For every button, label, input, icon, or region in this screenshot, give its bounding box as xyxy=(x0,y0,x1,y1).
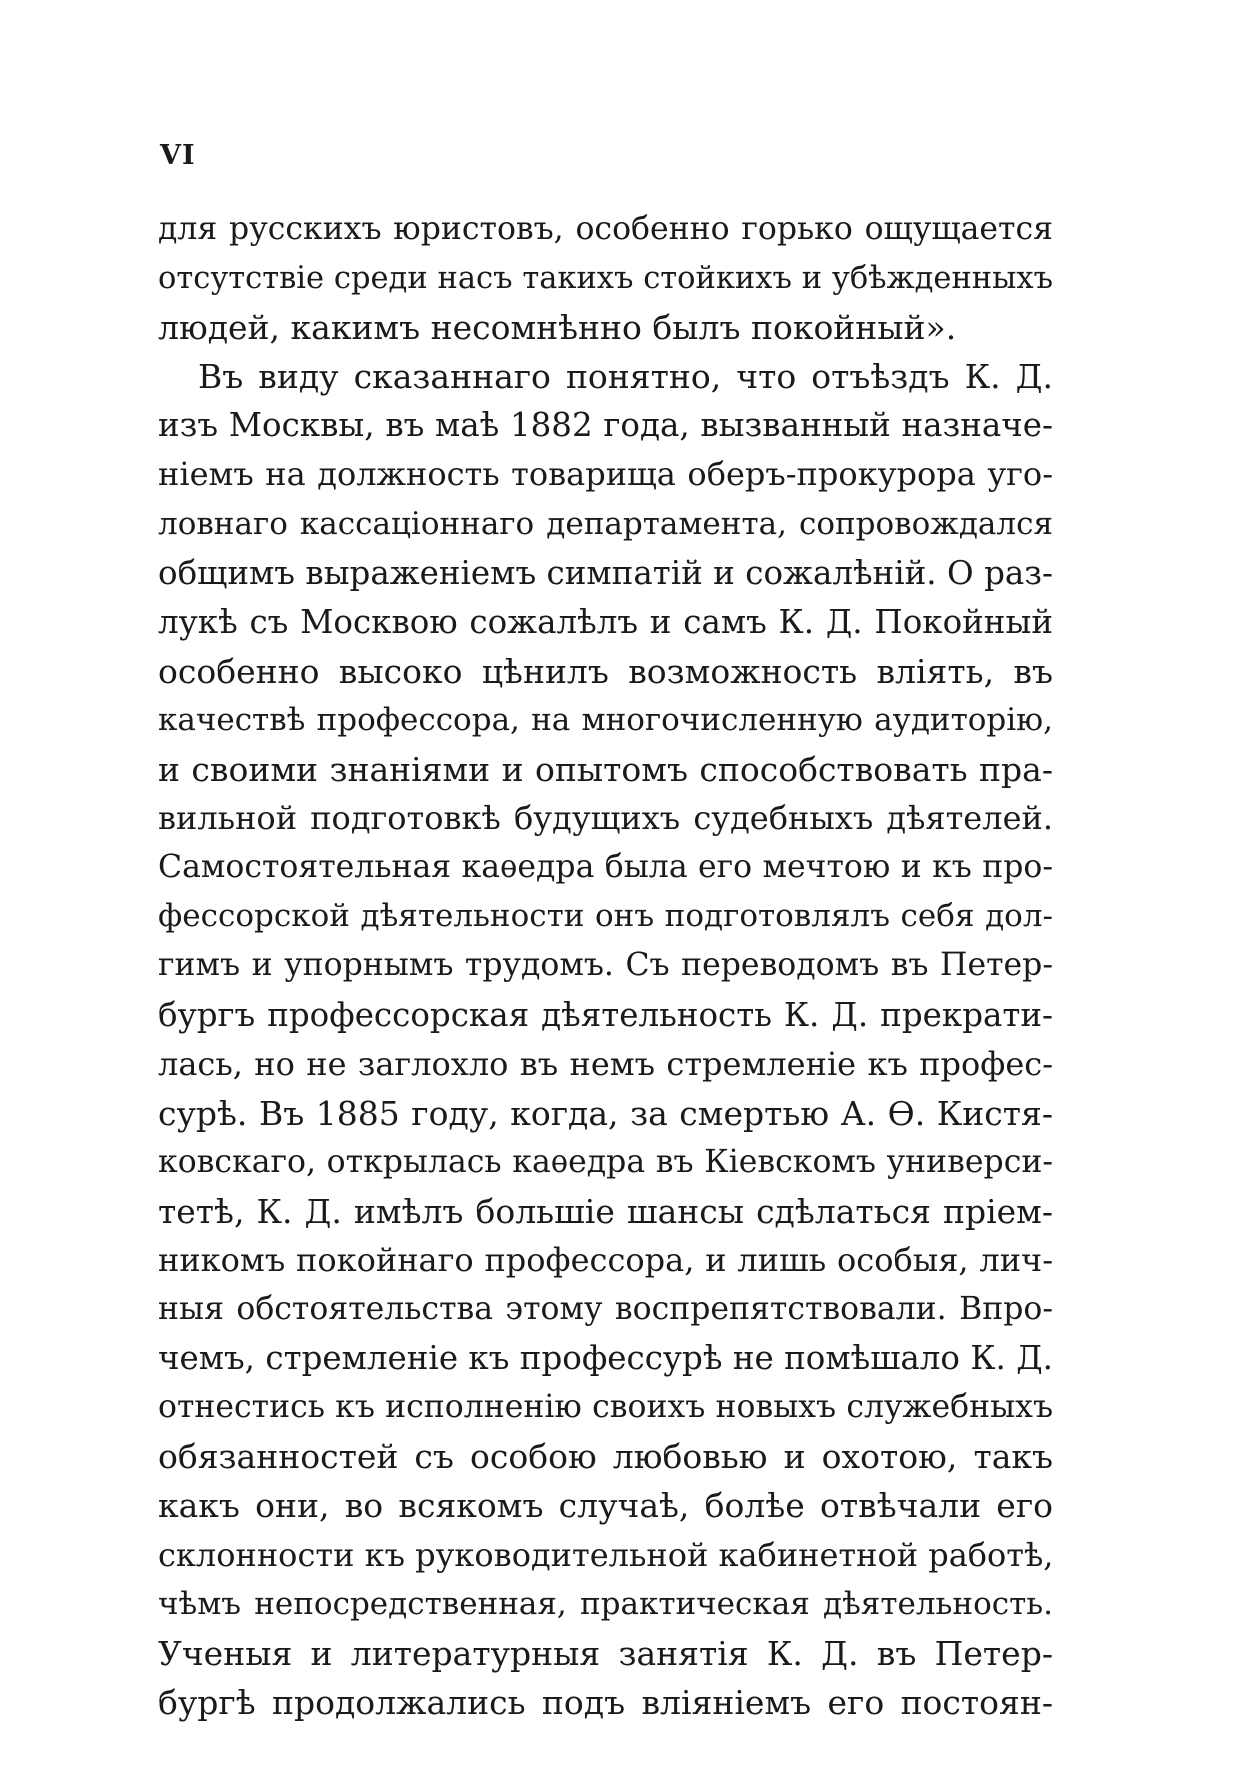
text-line: чемъ, стремленіе къ профессурѣ не помѣшало К. Д. xyxy=(158,1339,1053,1378)
page-number: VI xyxy=(160,140,196,171)
text-line: для русскихъ юристовъ, особенно горько ощущается xyxy=(158,211,1053,247)
text-line: какъ они, во всякомъ случаѣ, болѣе отвѣчали его xyxy=(158,1486,1053,1526)
text-line: бургѣ продолжались подъ вліяніемъ его постоян- xyxy=(158,1682,1053,1722)
text-line: качествѣ профессора, на многочисленную аудиторію, xyxy=(158,701,1053,738)
text-line: бургъ профессорская дѣятельность К. Д. прекрати- xyxy=(158,995,1053,1034)
text-line: отсутствіе среди насъ такихъ стойкихъ и убѣжденныхъ xyxy=(158,261,1053,297)
text-line: вильной подготовкѣ будущихъ судебныхъ дѣятелей. xyxy=(158,799,1053,838)
text-line: людей, какимъ несомнѣнно былъ покойный». xyxy=(158,308,957,348)
text-line: чѣмъ непосредственная, практическая дѣятельность. xyxy=(158,1585,1053,1622)
text-line: никомъ покойнаго профессора, и лишь особыя, лич- xyxy=(158,1240,1053,1279)
text-line: склонности къ руководительной кабинетной работѣ, xyxy=(158,1535,1054,1574)
body-text xyxy=(158,205,1053,1727)
text-line: изъ Москвы, въ маѣ 1882 года, вызванный назначе- xyxy=(158,406,1053,445)
text-line: ныя обстоятельства этому воспрепятствовали. Впро- xyxy=(158,1291,1053,1328)
text-line: ковскаго, открылась каѳедра въ Кіевскомъ универси- xyxy=(158,1143,1053,1180)
text-line: сурѣ. Въ 1885 году, когда, за смертью А. Ѳ. Кистя- xyxy=(158,1093,1053,1133)
text-line: обязанностей съ особою любовью и охотою, такъ xyxy=(158,1437,1053,1477)
text-line: Въ виду сказаннаго понятно, что отъѣздъ К. Д. xyxy=(198,357,1053,397)
text-line: ніемъ на должность товарища оберъ-прокурора уго- xyxy=(158,455,1053,494)
text-line: общимъ выраженіемъ симпатій и сожалѣній. О раз- xyxy=(158,553,1053,592)
text-line: лась, но не заглохло въ немъ стремленіе къ профес- xyxy=(158,1044,1053,1083)
text-line: гимъ и упорнымъ трудомъ. Съ переводомъ въ Петер- xyxy=(158,947,1053,984)
text-line: Ученыя и литературныя занятія К. Д. въ Петер- xyxy=(158,1633,1053,1673)
text-line: лукѣ съ Москвою сожалѣлъ и самъ К. Д. Покойный xyxy=(158,602,1053,641)
text-line: отнестись къ исполненію своихъ новыхъ служебныхъ xyxy=(158,1389,1053,1426)
text-line: особенно высоко цѣнилъ возможность вліять, въ xyxy=(158,651,1053,691)
text-line: Самостоятельная каѳедра была его мечтою и къ про- xyxy=(158,849,1053,886)
text-line: тетѣ, К. Д. имѣлъ большіе шансы сдѣлаться пріем- xyxy=(158,1191,1053,1231)
text-line: ловнаго кассаціоннаго департамента, сопровождался xyxy=(158,505,1053,542)
text-line: фессорской дѣятельности онъ подготовлялъ себя дол- xyxy=(158,898,1053,935)
text-line: и своими знаніями и опытомъ способствовать пра- xyxy=(158,750,1053,790)
